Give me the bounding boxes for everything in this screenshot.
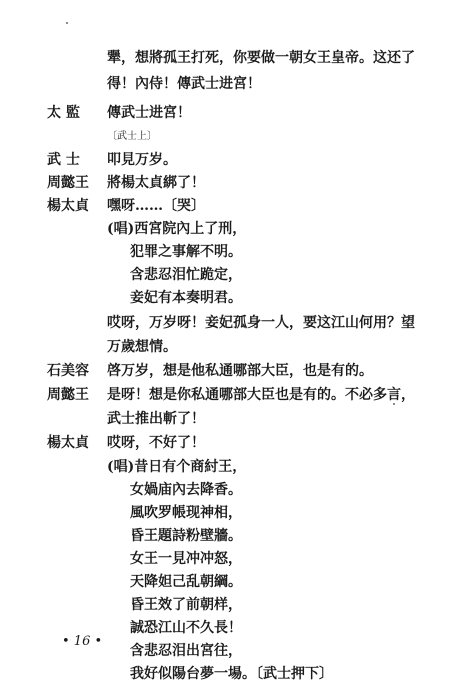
speaker-name: 石美容 (47, 363, 89, 379)
dialogue-text: 武士推出斬了！ (107, 411, 205, 427)
dialogue-line (0, 285, 465, 311)
dialogue-text: 犯罪之事解不明。 (130, 244, 242, 260)
dialogue-text: 犟，想將孤王打死，你要做一朝女王皇帝。这还了 (107, 50, 415, 66)
dialogue-line (0, 406, 465, 432)
dialogue-text: 風吹罗帳现神相， (130, 505, 242, 521)
dialogue-text: 哎呀，不好了！ (107, 435, 205, 451)
dialogue-text: 昏王效了前朝样， (130, 597, 242, 613)
dialogue-text: 是呀！想是你私通哪部大臣也是有的。不必多言， (107, 387, 415, 403)
dialogue-line (0, 45, 465, 71)
dialogue-text: 啓万岁，想是他私通哪部大臣，也是有的。 (107, 363, 373, 379)
dialogue-line (0, 71, 465, 97)
speaker-name: 太 監 (47, 105, 80, 121)
dialogue-text: (唱)昔日有个商紂王， (107, 459, 247, 475)
dialogue-text: 天降妲己乱朝綱。 (130, 574, 242, 590)
dialogue-line (0, 334, 465, 360)
dialogue-line (0, 430, 465, 456)
speaker-name: 周懿王 (47, 387, 89, 403)
dialogue-text: 將楊太貞綁了！ (107, 175, 205, 191)
print-speck (393, 403, 395, 405)
dialogue-text: 昏王題詩粉壁牆。 (130, 528, 242, 544)
dialogue-line (0, 382, 465, 408)
dialogue-text: 含悲忍泪出宮往， (130, 643, 242, 659)
dialogue-line (0, 310, 465, 336)
speaker-name: 楊太貞 (47, 198, 89, 214)
speaker-name: 楊太貞 (47, 435, 89, 451)
dialogue-text: 叩見万岁。 (107, 152, 177, 168)
dialogue-text: 哎呀，万岁呀！妾妃孤身一人，要这江山何用？望 (107, 315, 415, 331)
print-speck (66, 22, 68, 24)
speaker-name: 武 士 (47, 152, 80, 168)
dialogue-text: 万歲想情。 (107, 339, 177, 355)
dialogue-line (0, 358, 465, 384)
dialogue-line (0, 661, 465, 687)
dialogue-text: 含悲忍泪忙跪定， (130, 267, 242, 283)
dialogue-text: 女媧庙內去降香。 (130, 482, 242, 498)
dialogue-text: (唱)西宮院內上了刑， (107, 221, 247, 237)
dialogue-text: 誠恐江山不久長！ (130, 620, 242, 636)
dialogue-text: 我好似陽台夢一場。〔武士押下〕 (130, 666, 333, 682)
dialogue-text: 得！內侍！傳武士进宮！ (107, 76, 261, 92)
page-number: • 16 • (62, 634, 103, 649)
dialogue-line (0, 100, 465, 126)
stage-direction: 〔武士上〕 (107, 131, 157, 142)
dialogue-text: 嘿呀……〔哭〕 (107, 198, 205, 214)
speaker-name: 周懿王 (47, 175, 89, 191)
dialogue-text: 女王一見冲冲怒， (130, 551, 242, 567)
dialogue-text: 妾妃有本奏明君。 (130, 290, 242, 306)
dialogue-text: 傳武士进宮！ (107, 105, 191, 121)
